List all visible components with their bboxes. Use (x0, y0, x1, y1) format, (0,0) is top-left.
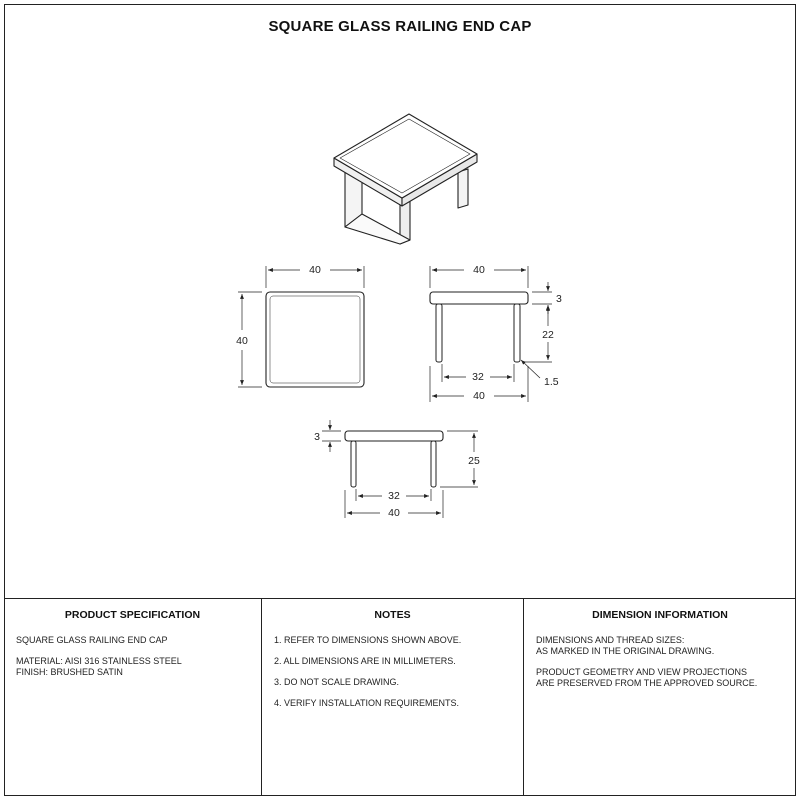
top-width-label: 40 (309, 264, 321, 276)
dimension-info-line: DIMENSIONS AND THREAD SIZES: (536, 635, 685, 645)
notes-list (274, 635, 511, 709)
notes-heading: NOTES (374, 609, 411, 621)
front-inner-label: 32 (388, 490, 400, 502)
side-thickness-label: 3 (556, 293, 562, 305)
side-leg-label: 22 (542, 329, 554, 341)
top-view (236, 264, 364, 387)
spec-finish: FINISH: BRUSHED SATIN (16, 667, 123, 677)
dimension-info-line: ARE PRESERVED FROM THE APPROVED SOURCE. (536, 678, 758, 688)
side-inner-label: 32 (472, 371, 484, 383)
dimension-info-line: AS MARKED IN THE ORIGINAL DRAWING. (536, 646, 715, 656)
dimension-info-column (524, 599, 796, 796)
dimension-info-line: PRODUCT GEOMETRY AND VIEW PROJECTIONS (536, 667, 748, 677)
front-height-label: 25 (468, 455, 480, 467)
notes-column (262, 599, 524, 796)
note-item: 2. ALL DIMENSIONS ARE IN MILLIMETERS. (274, 656, 456, 666)
front-view (314, 420, 480, 519)
spec-product-name: SQUARE GLASS RAILING END CAP (16, 635, 168, 645)
drawing-title: SQUARE GLASS RAILING END CAP (268, 18, 532, 35)
spec-column (4, 599, 262, 796)
note-item: 1. REFER TO DIMENSIONS SHOWN ABOVE. (274, 635, 462, 645)
side-bottom-width-label: 40 (473, 390, 485, 402)
dimension-info-heading: DIMENSION INFORMATION (592, 609, 728, 621)
front-width-label: 40 (388, 507, 400, 519)
spec-material: MATERIAL: AISI 316 STAINLESS STEEL (16, 656, 182, 666)
side-view (430, 264, 562, 402)
info-table (4, 598, 796, 796)
isometric-view (334, 114, 477, 244)
note-item: 4. VERIFY INSTALLATION REQUIREMENTS. (274, 698, 460, 708)
side-wall-label: 1.5 (544, 376, 559, 388)
note-item: 3. DO NOT SCALE DRAWING. (274, 677, 400, 687)
side-width-label: 40 (473, 264, 485, 276)
front-thickness-label: 3 (314, 431, 320, 443)
spec-heading: PRODUCT SPECIFICATION (64, 609, 201, 621)
top-height-label: 40 (236, 335, 248, 347)
